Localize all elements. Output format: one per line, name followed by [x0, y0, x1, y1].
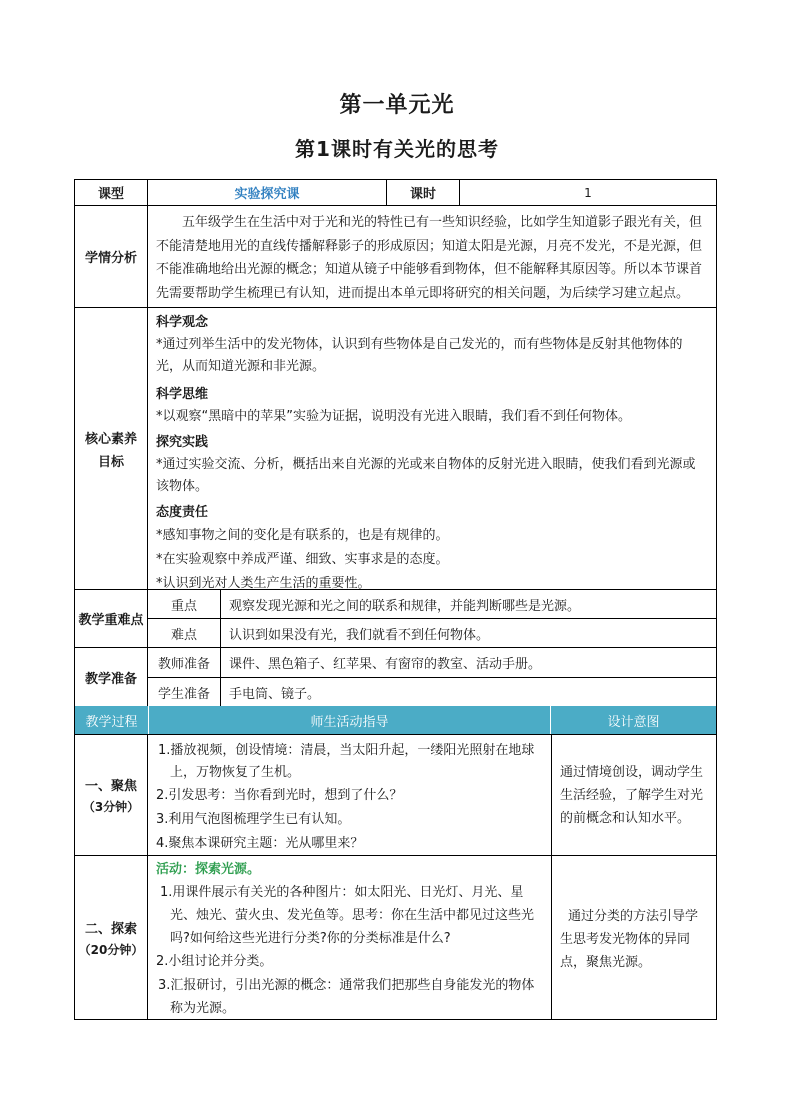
stage2-time: （20分钟）: [78, 942, 144, 957]
literacy-item-attitude-2: *在实验观察中养成严谨、细致、实事求是的态度。: [156, 552, 449, 567]
teacher-prep-label: 教师准备: [147, 647, 221, 678]
hours-value: 1: [459, 179, 717, 206]
difficulty-text: 认识到如果没有光，我们就看不到任何物体。: [220, 618, 717, 648]
keypoints-label: 教学重难点: [74, 589, 148, 648]
stage1-item-3: 3.利用气泡图梳理学生已有认知。: [156, 812, 351, 827]
literacy-heading-practice: 探究实践: [156, 435, 209, 450]
stage1-item-4: 4.聚焦本课研究主题：光从哪里来？: [156, 836, 364, 851]
stage1-item-2: 2.引发思考：当你看到光时，想到了什么？: [156, 788, 403, 803]
unit-title: 第一单元光: [339, 93, 455, 118]
stage1-name: 一、聚焦: [84, 779, 137, 794]
literacy-heading-thinking: 科学思维: [156, 387, 209, 402]
stage2-activity-title: 活动：探索光源。: [156, 862, 261, 877]
stage2-item-1: 1.用课件展示有关光的各种图片：如太阳光、日光灯、月光、星光、烛光、萤火虫、发光鱼等。思考：你在生活中都见过这些光吗?如何给这些光进行分类?你的分类标准是什么?: [160, 885, 535, 946]
stage1-item-1: 1.播放视频，创设情境：清晨，当太阳升起，一缕阳光照射在地球上，万物恢复了生机。: [158, 743, 535, 780]
stage2-intent: 通过分类的方法引导学生思考发光物体的异同点，聚焦光源。: [551, 855, 717, 1020]
stage1-activities: [147, 734, 552, 856]
type-label: 课型: [74, 179, 148, 206]
stage1-time: （3分钟）: [82, 800, 140, 814]
stage2-item-3: 3.汇报研讨，引出光源的概念：通常我们把那些自身能发光的物体称为光源。: [158, 978, 535, 1016]
literacy-content: [147, 307, 717, 590]
teacher-prep-text: 课件、黑色箱子、红苹果、有窗帘的教室、活动手册。: [220, 647, 717, 678]
hours-label: 课时: [386, 179, 460, 206]
literacy-item-attitude-3: *认识到光对人类生产生活的重要性。: [156, 576, 371, 591]
literacy-label-line2: 目标: [97, 454, 124, 470]
type-value: 实验探究课: [147, 179, 387, 206]
stage2-activities: [147, 855, 552, 1020]
literacy-heading-concept: 科学观念: [156, 315, 209, 330]
literacy-item-practice: *通过实验交流、分析，概括出来自光源的光或来自物体的反射光进入眼睛，使我们看到光源或该物体。: [156, 457, 696, 494]
literacy-item-concept: *通过列举生活中的发光物体，认识到有些物体是自己发光的，而有些物体是反射其他物体的光，从而知道光源和非光源。: [156, 337, 683, 374]
literacy-label-line1: 核心素养: [84, 431, 137, 447]
lesson-title: 第1课时有关光的思考: [295, 137, 499, 161]
focus-text: 观察发现光源和光之间的联系和规律，并能判断哪些是光源。: [220, 589, 717, 619]
literacy-label: [74, 307, 148, 590]
stage2-label: [74, 855, 148, 1020]
student-prep-label: 学生准备: [147, 677, 221, 707]
analysis-text: 五年级学生在生活中对于光和光的特性已有一些知识经验，比如学生知道影子跟光有关，但不能清楚地用光的直线传播解释影子的形成原因；知道太阳是光源，月亮不发光，不是光源，但不能准确地给出光源的概念；知道从镜子中能够看到物体，但不能解释其原因等。所以本节课首先需要帮助学生梳理已有认知，进而提出本单元即将研究的相关问题，为后续学习建立起点。: [147, 205, 717, 308]
focus-label: 重点: [147, 589, 221, 619]
literacy-item-attitude-1: *感知事物之间的变化是有联系的，也是有规律的。: [156, 528, 449, 543]
stage1-intent: 通过情境创设，调动学生生活经验，了解学生对光的前概念和认知水平。: [551, 734, 717, 856]
literacy-heading-attitude: 态度责任: [156, 505, 209, 520]
stage2-name: 二、探索: [84, 921, 137, 937]
process-header-guide: 师生活动指导: [148, 706, 551, 735]
preparation-label: 教学准备: [74, 647, 148, 707]
stage2-item-2: 2.小组讨论并分类。: [156, 954, 273, 969]
student-prep-text: 手电筒、镜子。: [220, 677, 717, 707]
process-header-stage: 教学过程: [74, 706, 148, 735]
analysis-label: 学情分析: [74, 205, 148, 308]
difficulty-label: 难点: [147, 618, 221, 648]
literacy-item-thinking: *以观察“黑暗中的苹果”实验为证据，说明没有光进入眼睛，我们看不到任何物体。: [156, 409, 631, 424]
stage1-label: [74, 734, 148, 856]
process-header-intent: 设计意图: [551, 706, 717, 735]
